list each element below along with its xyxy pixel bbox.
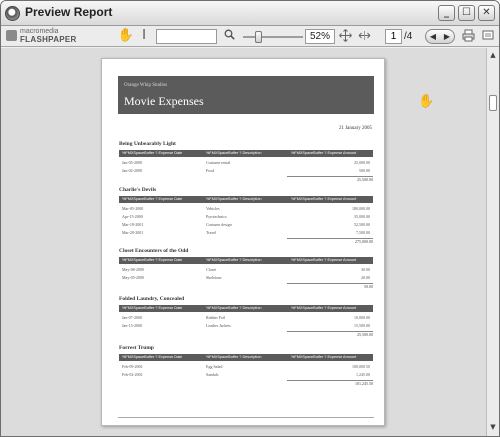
expense-row xyxy=(119,266,373,273)
expense-amount: 100,000.50 xyxy=(352,364,370,369)
expense-amount: 15,500.00 xyxy=(354,323,370,328)
page-total: /4 xyxy=(404,31,413,42)
zoom-slider-thumb[interactable] xyxy=(255,31,262,43)
report-header xyxy=(118,76,374,114)
fit-page-icon xyxy=(339,29,352,42)
column-header: %FMXSpaceBuffer ? Expense Amount xyxy=(291,197,357,201)
triangle-right-icon: ▶ xyxy=(443,32,451,41)
section-total: 25,500.00 xyxy=(357,332,373,337)
section-total: 50.00 xyxy=(364,284,373,289)
section-title: Charlie's Devils xyxy=(119,187,157,193)
column-header-row xyxy=(119,196,373,203)
expense-date: Apr-15-2000 xyxy=(122,214,143,219)
expense-description: Travel xyxy=(206,230,217,235)
report-title: Movie Expenses xyxy=(124,94,204,108)
options-icon xyxy=(482,29,494,41)
minimize-button[interactable]: _ xyxy=(438,5,455,21)
expense-amount: 10,000.00 xyxy=(354,315,370,320)
print-button[interactable] xyxy=(461,29,475,46)
fit-width-button[interactable] xyxy=(357,29,371,46)
expense-description: Food xyxy=(206,168,215,173)
expense-description: Leather Jackets xyxy=(206,323,231,328)
next-page-button[interactable] xyxy=(440,30,454,43)
printer-icon xyxy=(462,29,475,42)
column-header: %FMXSpaceBuffer ? Expense Date xyxy=(122,355,183,359)
column-header: %FMXSpaceBuffer ? Description xyxy=(206,151,262,155)
column-header: %FMXSpaceBuffer ? Description xyxy=(206,258,262,262)
page-nav xyxy=(425,29,455,44)
column-header: %FMXSpaceBuffer ? Expense Date xyxy=(122,306,183,310)
expense-date: Mar-18-2001 xyxy=(122,222,144,227)
expense-date: May-05-2000 xyxy=(122,275,144,280)
zoom-slider-track[interactable] xyxy=(243,36,303,38)
hand-icon: ✋ xyxy=(117,28,135,43)
column-header: %FMXSpaceBuffer ? Description xyxy=(206,306,262,310)
expense-amount: 500.00 xyxy=(359,168,370,173)
flashpaper-app-icon xyxy=(5,6,20,21)
column-header-row xyxy=(119,257,373,264)
previous-page-button[interactable] xyxy=(426,30,440,43)
macromedia-logo-icon xyxy=(6,30,17,41)
expense-row xyxy=(119,371,373,378)
expense-row xyxy=(119,363,373,370)
expense-description: Vehicles xyxy=(206,206,220,211)
section-title: Forrest Trump xyxy=(119,345,154,351)
expense-description: Closet xyxy=(206,267,217,272)
column-header: %FMXSpaceBuffer ? Expense Amount xyxy=(291,258,357,262)
expense-date: Feb-09-2001 xyxy=(122,364,143,369)
report-date: 21 January 2005 xyxy=(338,126,372,131)
document-viewport[interactable] xyxy=(1,48,486,437)
column-header: %FMXSpaceBuffer ? Description xyxy=(206,197,262,201)
section-title: Being Unbearably Light xyxy=(119,141,176,147)
column-header: %FMXSpaceBuffer ? Expense Amount xyxy=(291,306,357,310)
expense-description: Sandals xyxy=(206,372,219,377)
expense-date: Jan-05-2000 xyxy=(122,160,142,165)
column-header: %FMXSpaceBuffer ? Expense Date xyxy=(122,197,183,201)
section-title: Closet Encounters of the Odd xyxy=(119,248,189,254)
expense-row xyxy=(119,221,373,228)
expense-amount: 180,000.00 xyxy=(352,206,370,211)
brand-line-2: FLASHPAPER xyxy=(20,35,77,44)
find-button[interactable] xyxy=(222,29,236,46)
close-button[interactable]: ✕ xyxy=(478,5,495,21)
company-name: Orange Whip Studios xyxy=(124,83,168,88)
triangle-left-icon: ◀ xyxy=(429,32,437,41)
magnifier-icon xyxy=(224,29,235,40)
expense-amount: 52,500.00 xyxy=(354,222,370,227)
expense-row xyxy=(119,314,373,321)
section-title: Folded Laundry, Concealed xyxy=(119,296,185,302)
flashpaper-brand xyxy=(6,28,86,45)
page-footer-rule xyxy=(118,417,374,418)
scroll-thumb[interactable] xyxy=(489,95,497,111)
expense-amount: 30.00 xyxy=(361,267,370,272)
expense-date: May-08-2000 xyxy=(122,267,144,272)
fit-page-button[interactable] xyxy=(338,29,352,46)
expense-description: Costume rental xyxy=(206,160,231,165)
section-total: 25,500.00 xyxy=(357,177,373,182)
expense-amount: 20.00 xyxy=(361,275,370,280)
hand-tool-button[interactable] xyxy=(117,28,135,45)
column-header: %FMXSpaceBuffer ? Expense Amount xyxy=(291,151,357,155)
report-page xyxy=(101,58,385,426)
column-header-row xyxy=(119,305,373,312)
expense-description: Costume design xyxy=(206,222,232,227)
window-title: Preview Report xyxy=(25,5,113,19)
expense-amount: 35,000.00 xyxy=(354,214,370,219)
column-header: %FMXSpaceBuffer ? Expense Date xyxy=(122,151,183,155)
scroll-up-arrow-icon[interactable]: ▲ xyxy=(490,51,496,59)
expense-amount: 1,245.00 xyxy=(356,372,370,377)
column-header: %FMXSpaceBuffer ? Description xyxy=(206,355,262,359)
expense-row xyxy=(119,159,373,166)
expense-row xyxy=(119,205,373,212)
expense-row xyxy=(119,213,373,220)
expense-row xyxy=(119,229,373,236)
maximize-button[interactable]: ☐ xyxy=(458,5,475,21)
zoom-level[interactable]: 52% xyxy=(305,29,335,44)
scroll-down-arrow-icon[interactable]: ▼ xyxy=(490,423,496,431)
page-number-input[interactable]: 1 xyxy=(385,29,402,44)
expense-date: Jan-07-2000 xyxy=(122,315,142,320)
expense-date: Jan-02-2000 xyxy=(122,168,142,173)
title-bar[interactable] xyxy=(1,1,499,26)
find-input[interactable] xyxy=(156,29,217,44)
column-header-row xyxy=(119,150,373,157)
text-select-icon: I xyxy=(142,28,146,43)
hand-cursor-icon: ✋ xyxy=(418,94,435,109)
fit-width-icon xyxy=(358,29,371,42)
expense-date: Mar-05-2000 xyxy=(122,206,144,211)
expense-description: Rubber Foil xyxy=(206,315,226,320)
text-select-button[interactable] xyxy=(138,28,150,45)
column-header: %FMXSpaceBuffer ? Expense Amount xyxy=(291,355,357,359)
expense-amount: 25,000.00 xyxy=(354,160,370,165)
flashpaper-toolbar xyxy=(1,26,499,47)
options-button[interactable] xyxy=(481,29,495,46)
column-header: %FMXSpaceBuffer ? Expense Date xyxy=(122,258,183,262)
section-total: 101,245.50 xyxy=(355,381,373,386)
expense-date: Feb-02-2001 xyxy=(122,372,143,377)
expense-row xyxy=(119,167,373,174)
expense-row xyxy=(119,322,373,329)
expense-description: Egg Salad xyxy=(206,364,223,369)
expense-row xyxy=(119,274,373,281)
expense-date: Jan-15-2000 xyxy=(122,323,142,328)
brand-line-1: macromedia xyxy=(20,28,59,35)
section-total: 275,000.00 xyxy=(355,239,373,244)
expense-amount: 7,500.00 xyxy=(356,230,370,235)
expense-date: Mar-20-2001 xyxy=(122,230,144,235)
vertical-scrollbar[interactable] xyxy=(486,48,499,437)
expense-description: Skeletons xyxy=(206,275,222,280)
expense-description: Pyrotechnics xyxy=(206,214,227,219)
column-header-row xyxy=(119,354,373,361)
